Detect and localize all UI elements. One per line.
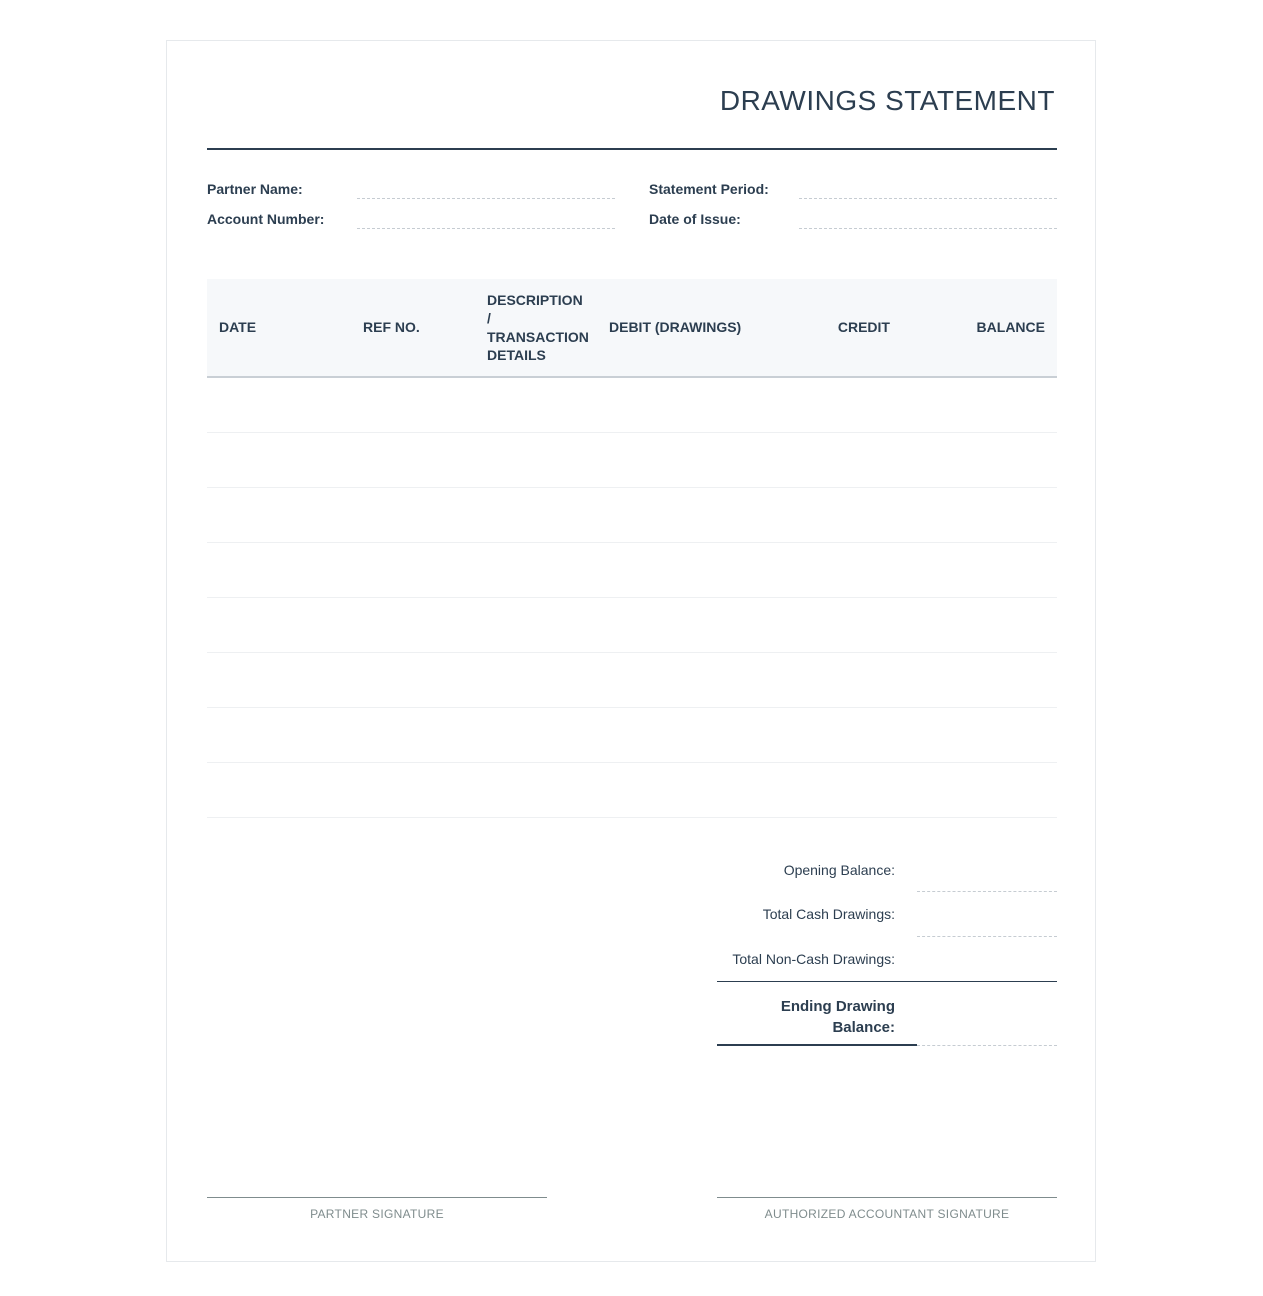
table-cell[interactable] bbox=[602, 488, 802, 543]
table-cell[interactable] bbox=[207, 598, 351, 653]
total-cash-drawings-field[interactable] bbox=[917, 936, 1057, 937]
table-cell[interactable] bbox=[475, 543, 602, 598]
table-cell[interactable] bbox=[602, 433, 802, 488]
partner-signature-line[interactable] bbox=[207, 1197, 547, 1198]
column-header-debit: DEBIT (DRAWINGS) bbox=[602, 279, 802, 377]
table-cell[interactable] bbox=[902, 653, 1057, 708]
table-row bbox=[207, 598, 1057, 653]
table-cell[interactable] bbox=[602, 708, 802, 763]
table-cell[interactable] bbox=[802, 598, 902, 653]
table-cell[interactable] bbox=[475, 653, 602, 708]
title-divider bbox=[207, 148, 1057, 150]
table-cell[interactable] bbox=[351, 488, 475, 543]
partner-name-label: Partner Name: bbox=[207, 181, 303, 197]
column-header-ref-no: REF NO. bbox=[351, 279, 475, 377]
table-cell[interactable] bbox=[207, 433, 351, 488]
opening-balance-label: Opening Balance: bbox=[783, 862, 895, 878]
table-cell[interactable] bbox=[207, 377, 351, 433]
table-cell[interactable] bbox=[475, 488, 602, 543]
table-row bbox=[207, 377, 1057, 433]
ending-drawing-balance-label: Ending Drawing Balance: bbox=[780, 998, 895, 1036]
account-number-field[interactable] bbox=[357, 228, 615, 229]
table-cell[interactable] bbox=[802, 763, 902, 818]
table-cell[interactable] bbox=[902, 543, 1057, 598]
table-cell[interactable] bbox=[351, 377, 475, 433]
total-cash-drawings-label: Total Cash Drawings: bbox=[762, 906, 895, 922]
column-header-date: DATE bbox=[207, 279, 351, 377]
table-cell[interactable] bbox=[351, 763, 475, 818]
table-cell[interactable] bbox=[475, 377, 602, 433]
table-cell[interactable] bbox=[802, 653, 902, 708]
table-cell[interactable] bbox=[902, 433, 1057, 488]
table-cell[interactable] bbox=[902, 708, 1057, 763]
table-row bbox=[207, 488, 1057, 543]
table-cell[interactable] bbox=[602, 377, 802, 433]
table-cell[interactable] bbox=[351, 543, 475, 598]
table-cell[interactable] bbox=[207, 488, 351, 543]
partner-name-field[interactable] bbox=[357, 198, 615, 199]
table-cell[interactable] bbox=[207, 763, 351, 818]
ending-balance-underline bbox=[717, 1044, 917, 1046]
table-cell[interactable] bbox=[802, 708, 902, 763]
table-cell[interactable] bbox=[602, 543, 802, 598]
table-cell[interactable] bbox=[802, 488, 902, 543]
accountant-signature-label: AUTHORIZED ACCOUNTANT SIGNATURE bbox=[764, 1207, 1010, 1221]
partner-signature-label: PARTNER SIGNATURE bbox=[310, 1207, 444, 1221]
summary-total-divider bbox=[717, 981, 1057, 982]
table-cell[interactable] bbox=[902, 377, 1057, 433]
document-title: DRAWINGS STATEMENT bbox=[719, 85, 1055, 116]
table-cell[interactable] bbox=[802, 377, 902, 433]
column-header-credit: CREDIT bbox=[802, 279, 902, 377]
table-cell[interactable] bbox=[902, 763, 1057, 818]
table-cell[interactable] bbox=[802, 543, 902, 598]
opening-balance-field[interactable] bbox=[917, 891, 1057, 892]
statement-page bbox=[166, 40, 1096, 1262]
table-row bbox=[207, 543, 1057, 598]
table-row bbox=[207, 763, 1057, 818]
table-row bbox=[207, 653, 1057, 708]
accountant-signature-line[interactable] bbox=[717, 1197, 1057, 1198]
table-cell[interactable] bbox=[207, 653, 351, 708]
ledger-header-row bbox=[207, 279, 1057, 377]
date-of-issue-label: Date of Issue: bbox=[649, 211, 741, 227]
table-cell[interactable] bbox=[475, 598, 602, 653]
ending-drawing-balance-field[interactable] bbox=[917, 1045, 1057, 1046]
table-cell[interactable] bbox=[902, 488, 1057, 543]
column-header-balance: BALANCE bbox=[902, 279, 1057, 377]
table-cell[interactable] bbox=[902, 598, 1057, 653]
table-cell[interactable] bbox=[802, 433, 902, 488]
table-cell[interactable] bbox=[207, 543, 351, 598]
ledger-table bbox=[207, 279, 1057, 818]
table-cell[interactable] bbox=[351, 708, 475, 763]
statement-period-field[interactable] bbox=[799, 198, 1057, 199]
ledger-body bbox=[207, 377, 1057, 818]
date-of-issue-field[interactable] bbox=[799, 228, 1057, 229]
statement-period-label: Statement Period: bbox=[649, 181, 769, 197]
table-cell[interactable] bbox=[351, 433, 475, 488]
table-row bbox=[207, 433, 1057, 488]
account-number-label: Account Number: bbox=[207, 211, 325, 227]
table-cell[interactable] bbox=[475, 433, 602, 488]
table-cell[interactable] bbox=[475, 708, 602, 763]
total-noncash-drawings-label: Total Non-Cash Drawings: bbox=[732, 951, 895, 967]
table-row bbox=[207, 708, 1057, 763]
table-cell[interactable] bbox=[475, 763, 602, 818]
column-header-description: DESCRIPTION / TRANSACTION DETAILS bbox=[475, 279, 602, 377]
table-cell[interactable] bbox=[602, 763, 802, 818]
table-cell[interactable] bbox=[602, 598, 802, 653]
table-cell[interactable] bbox=[351, 598, 475, 653]
table-cell[interactable] bbox=[351, 653, 475, 708]
table-cell[interactable] bbox=[602, 653, 802, 708]
table-cell[interactable] bbox=[207, 708, 351, 763]
